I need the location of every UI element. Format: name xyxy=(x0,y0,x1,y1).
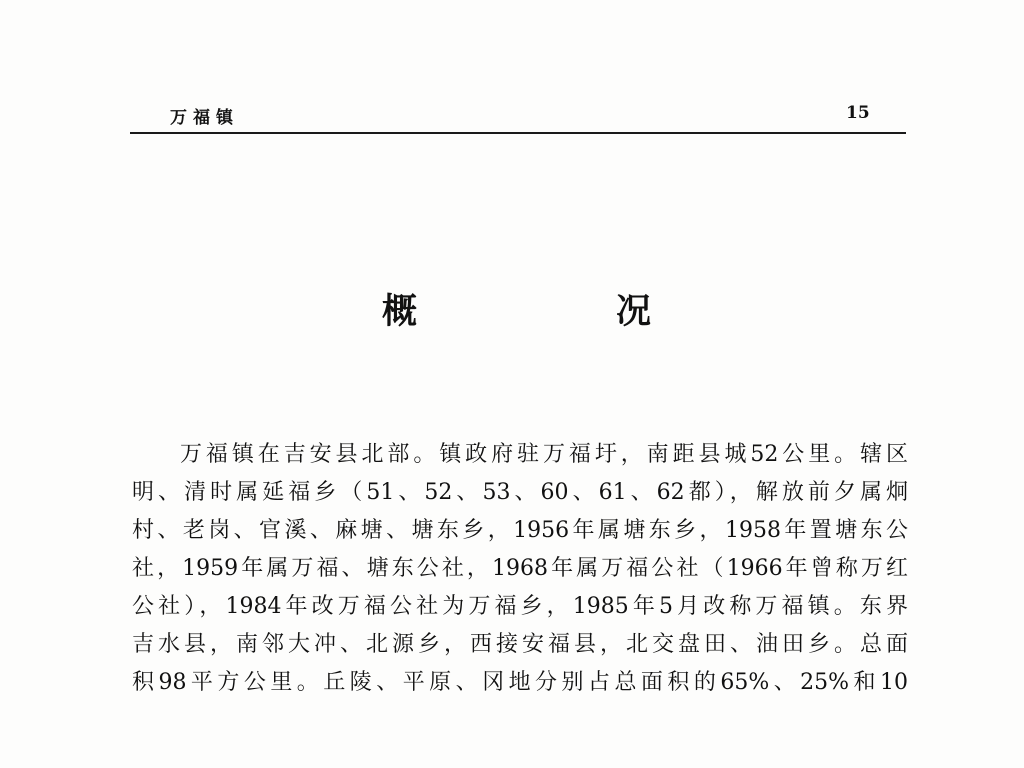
paragraph-line-7: 积98平方公里。丘陵、平原、冈地分别占总面积的65%、25%和10 xyxy=(132,670,908,695)
body-paragraph xyxy=(132,436,908,768)
section-title-part-2: 况 xyxy=(616,291,652,332)
paragraph-line-6: 吉水县，南邻大冲、北源乡，西接安福县，北交盘田、油田乡。总面 xyxy=(132,632,908,657)
section-title-part-1: 概 xyxy=(382,291,418,332)
paragraph-line-5: 公社），1984年改万福公社为万福乡，1985年5月改称万福镇。东界 xyxy=(132,594,908,619)
page-number: 15 xyxy=(846,103,870,123)
running-header-title: 万福镇 xyxy=(170,108,239,128)
header-rule xyxy=(130,132,906,134)
paragraph-line-1: 万福镇在吉安县北部。镇政府驻万福圩，南距县城52公里。辖区 xyxy=(180,442,908,467)
paragraph-line-4: 社，1959年属万福、塘东公社，1968年属万福公社（1966年曾称万红 xyxy=(132,556,908,581)
paragraph-line-2: 明、清时属延福乡（51、52、53、60、61、62都），解放前夕属炯 xyxy=(132,480,908,505)
paragraph-line-3: 村、老岗、官溪、麻塘、塘东乡，1956年属塘东乡，1958年置塘东公 xyxy=(132,518,908,543)
